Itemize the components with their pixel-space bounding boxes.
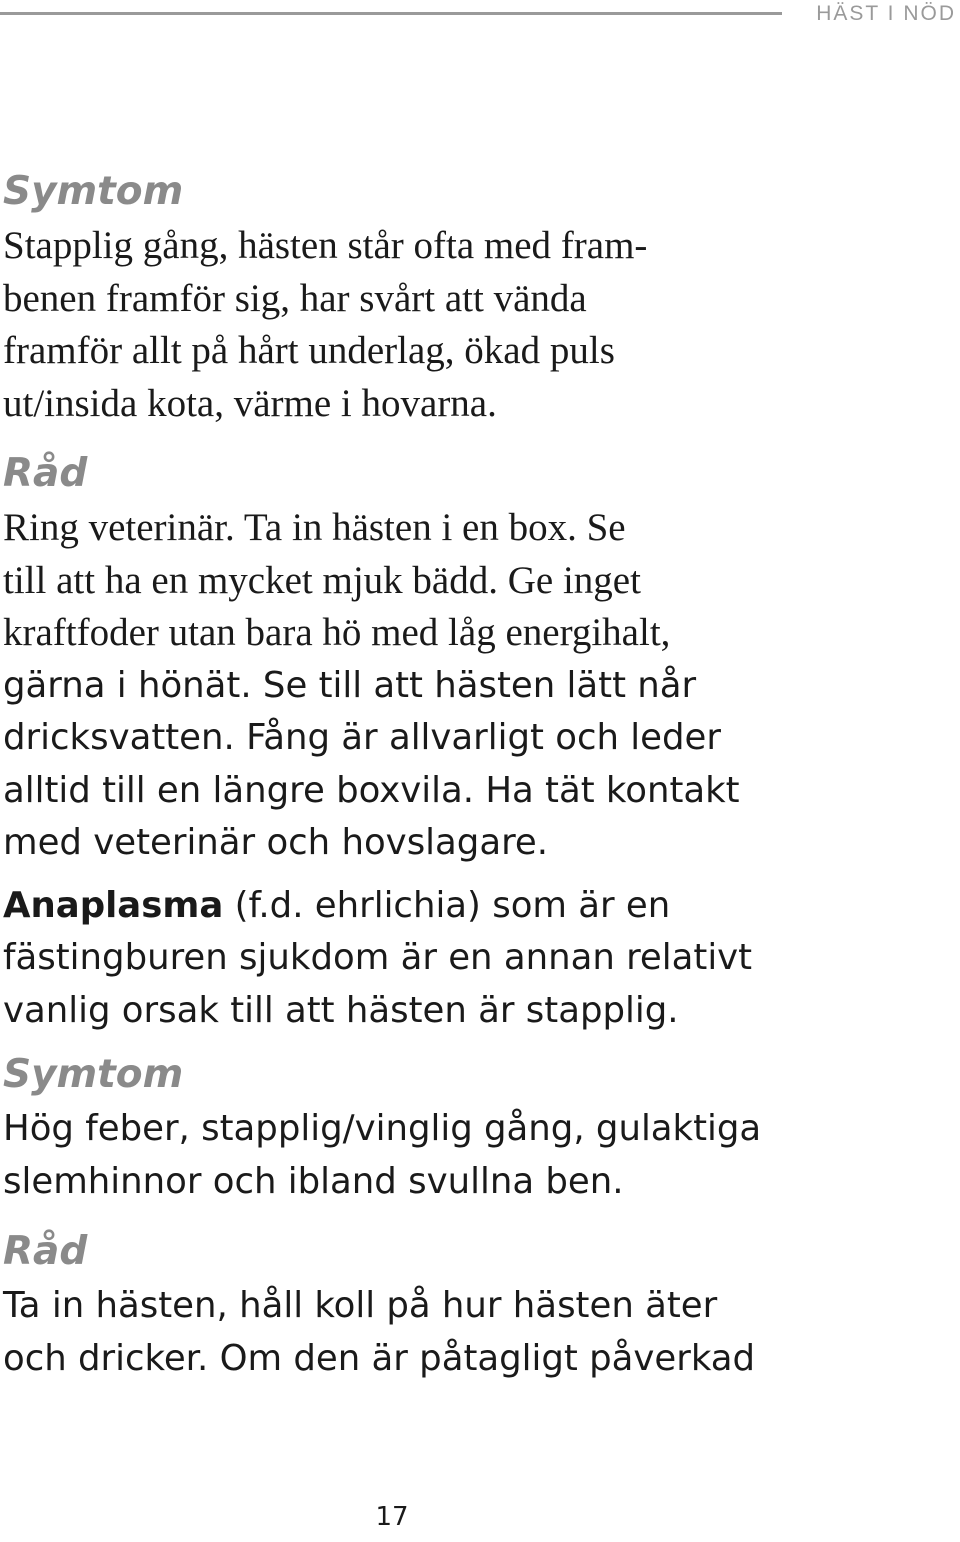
text-line: kraftfoder utan bara hö med låg energihalt,: [3, 611, 671, 654]
heading-rad: Råd: [3, 451, 88, 496]
text-line: vanlig orsak till att hästen är stapplig.: [3, 989, 679, 1031]
text-line: benen framför sig, har svårt att vända: [3, 276, 587, 320]
paragraph-rad-1: [3, 502, 953, 870]
text-line: Stapplig gång, hästen står ofta med fram-: [3, 224, 648, 267]
paragraph-symtom-1: [3, 220, 953, 430]
text-line: dricksvatten. Fång är allvarligt och leder: [3, 717, 721, 758]
text-line: och dricker. Om den är påtagligt påverkad: [3, 1337, 756, 1379]
paragraph-rad-2: [3, 1280, 953, 1385]
text-line: Hög feber, stapplig/vinglig gång, gulaktiga: [3, 1108, 762, 1149]
text-line: [3, 880, 953, 933]
text-line: Ring veterinär. Ta in hästen i en box. Se: [3, 506, 626, 549]
text-line: till att ha en mycket mjuk bädd. Ge inget: [3, 558, 641, 602]
running-head: HÄST I NÖD: [816, 2, 956, 25]
heading-symtom: Symtom: [3, 1052, 184, 1097]
text-line: fästingburen sjukdom är en annan relativt: [3, 937, 753, 978]
heading-rad: Råd: [3, 1229, 88, 1274]
header-rule: [0, 12, 782, 15]
paragraph-anaplasma: [3, 880, 953, 1038]
page-content: [3, 164, 953, 1385]
text-line: slemhinnor och ibland svullna ben.: [3, 1160, 624, 1202]
text-line: Ta in hästen, håll koll på hur hästen äter: [3, 1285, 718, 1326]
page-number: 17: [375, 1502, 409, 1532]
text-line: alltid till en längre boxvila. Ha tät kontakt: [3, 769, 740, 811]
text-line: gärna i hönät. Se till att hästen lätt når: [3, 664, 697, 706]
text-line: ut/insida kota, värme i hovarna.: [3, 381, 497, 425]
text-line: med veterinär och hovslagare.: [3, 822, 549, 863]
paragraph-symtom-2: [3, 1103, 953, 1208]
heading-symtom: Symtom: [3, 169, 184, 214]
text-line: framför allt på hårt underlag, ökad puls: [3, 329, 615, 372]
text-fragment: (f.d. ehrlichia) som är en: [223, 884, 671, 926]
term-anaplasma: Anaplasma: [3, 884, 224, 926]
